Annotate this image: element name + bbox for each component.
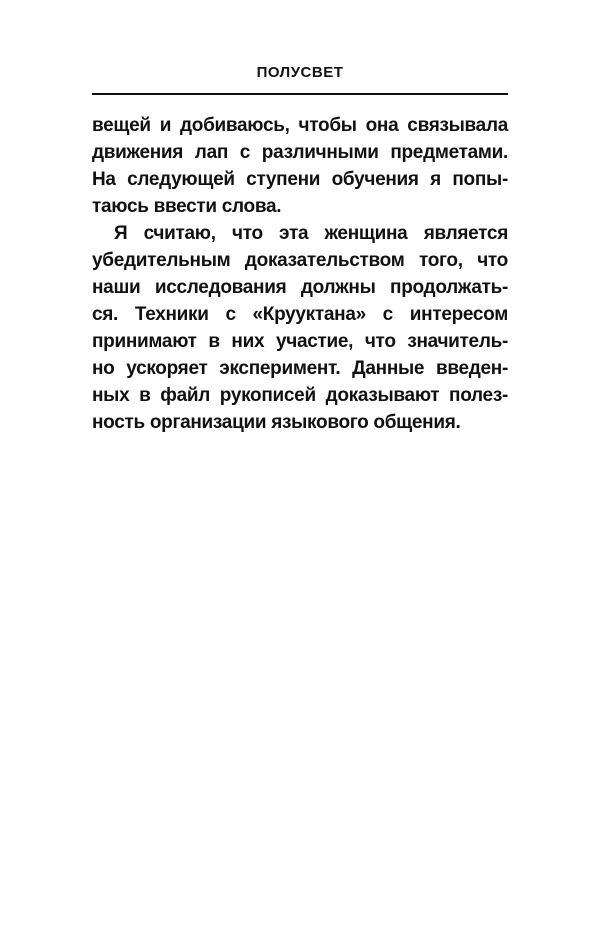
text-line: ся. Техники с «Крууктана» с интересом [92, 304, 508, 325]
text-line: Я считаю, что эта женщина является [114, 223, 508, 244]
body-text [92, 112, 508, 436]
running-head: ПОЛУСВЕТ [256, 64, 344, 81]
header-rule [92, 93, 508, 95]
text-line: принимают в них участие, что значитель- [92, 331, 508, 352]
paragraph-2 [92, 220, 508, 436]
text-line: движения лап с различными предметами. [92, 142, 508, 163]
text-line: вещей и добиваюсь, чтобы она связывала [92, 115, 508, 136]
text-line: но ускоряет эксперимент. Данные введен- [92, 358, 508, 379]
text-line: ных в файл рукописей доказывают полез- [92, 385, 508, 406]
text-line: таюсь ввести слова. [92, 196, 282, 217]
text-line: наши исследования должны продолжать- [92, 277, 508, 298]
text-line: убедительным доказательством того, что [92, 250, 508, 271]
text-line: На следующей ступени обучения я попы- [92, 169, 508, 190]
paragraph-1 [92, 112, 508, 220]
text-line: ность организации языкового общения. [92, 412, 461, 433]
